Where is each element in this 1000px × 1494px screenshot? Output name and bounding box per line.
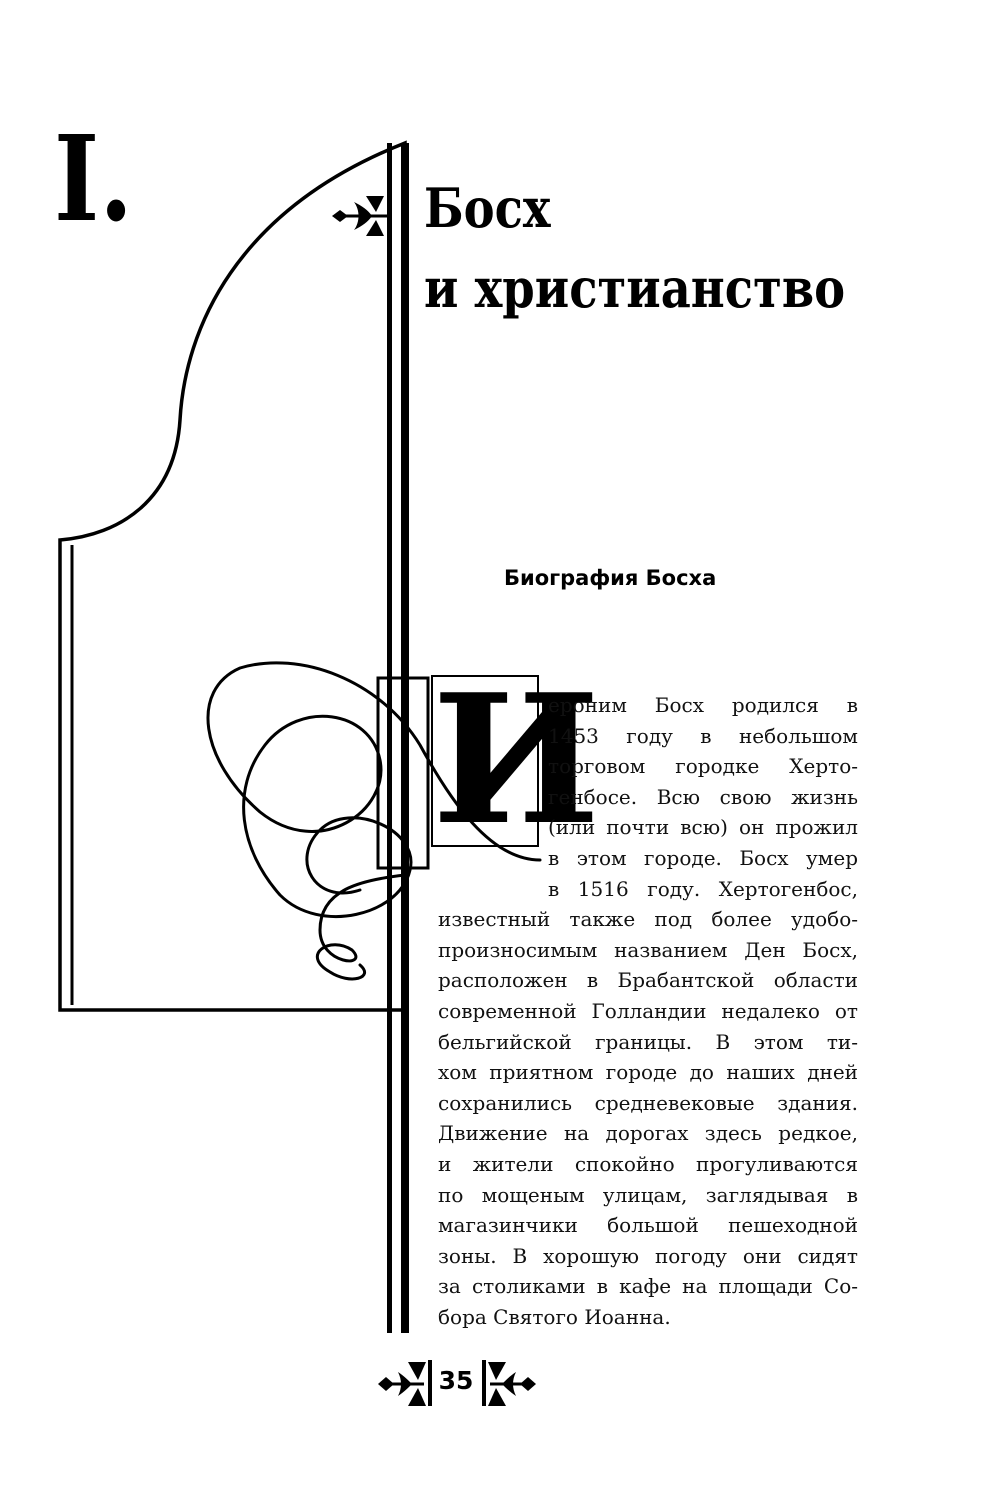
body-line: Движение на дорогах здесь редкое, xyxy=(438,1121,858,1146)
body-line: в этом городе. Босх умер xyxy=(548,845,858,870)
body-line: в 1516 году. Хертогенбос, xyxy=(548,876,858,901)
body-line: хом приятном городе до наших дней xyxy=(438,1060,858,1085)
chapter-title xyxy=(424,168,845,328)
body-paragraph xyxy=(438,690,858,1332)
chapter-title-line-1: Босх xyxy=(424,176,551,240)
body-line: сохранились средневековые здания. xyxy=(438,1090,858,1115)
body-line: известный также под более удобо- xyxy=(438,907,858,932)
body-line: по мощеным улицам, заглядывая в xyxy=(438,1182,858,1207)
footer-bar-right xyxy=(482,1360,486,1406)
body-line: ероним Босх родился в xyxy=(548,693,858,717)
body-line: бельгийской границы. В этом ти- xyxy=(438,1029,858,1054)
body-line: и жители спокойно прогуливаются xyxy=(438,1151,858,1176)
drop-cap-letter: И xyxy=(432,655,601,864)
vertical-rule-thick xyxy=(401,143,409,1333)
body-line: произносимым названием Ден Босх, xyxy=(438,937,858,962)
title-ornament-icon xyxy=(332,196,392,236)
body-line: расположен в Брабантской области xyxy=(438,968,858,993)
chapter-number: I. xyxy=(54,109,133,248)
footer-ornament-right-icon xyxy=(488,1362,536,1406)
page-number: 35 xyxy=(438,1366,474,1395)
footer-ornament-left-icon xyxy=(378,1362,426,1406)
body-line: 1453 году в небольшом xyxy=(548,723,858,748)
arched-panel-frame xyxy=(60,143,405,1010)
footer-bar-left xyxy=(428,1360,432,1406)
body-line: за столиками в кафе на площади Со- xyxy=(438,1274,858,1299)
body-line: бора Святого Иоанна. xyxy=(438,1304,671,1329)
body-line: современной Голландии недалеко от xyxy=(438,998,858,1023)
body-line: генбосе. Всю свою жизнь xyxy=(548,784,858,809)
section-subtitle: Биография Босха xyxy=(504,566,717,590)
body-line: магазинчики большой пешеходной xyxy=(438,1213,858,1238)
chapter-title-line-2: и христианство xyxy=(424,256,846,320)
body-line: (или почти всю) он прожил xyxy=(548,815,858,840)
vertical-rule-thin xyxy=(387,143,392,1333)
body-line: зоны. В хорошую погоду они сидят xyxy=(438,1243,858,1268)
body-line: торговом городке Херто- xyxy=(548,754,858,779)
